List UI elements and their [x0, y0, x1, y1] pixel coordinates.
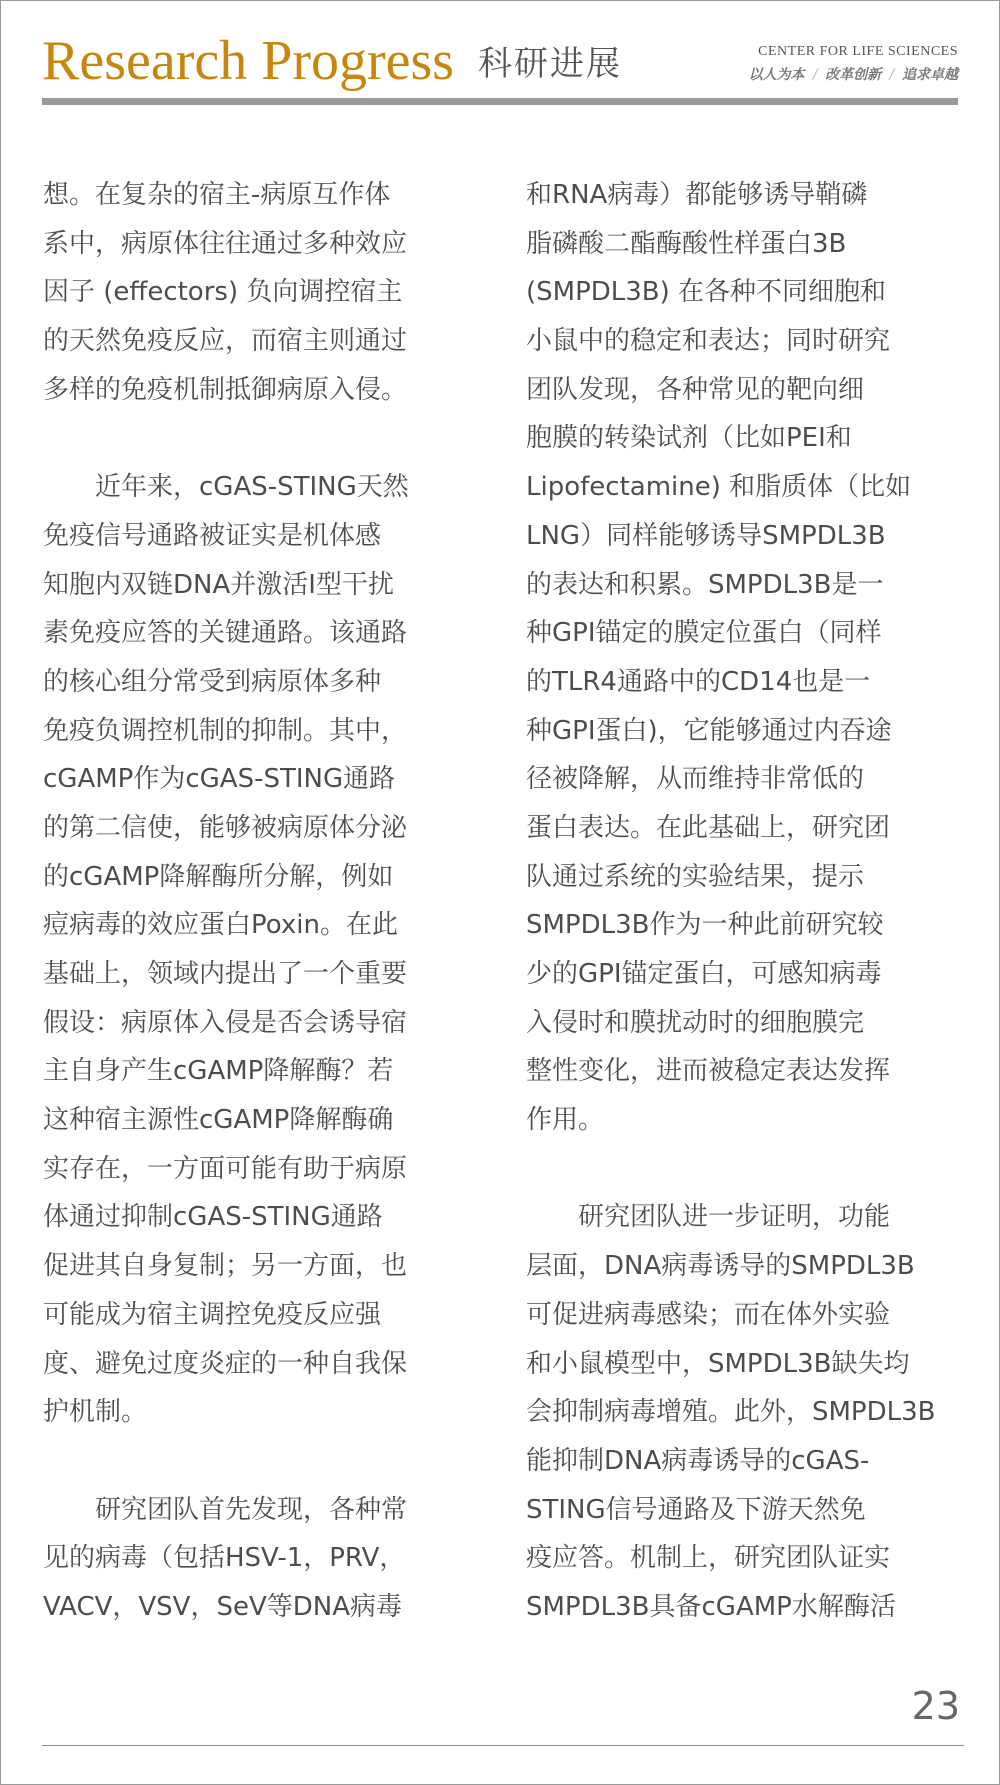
- paragraph: [526, 171, 958, 1145]
- text-line: 近年来，cGAS-STING天然: [43, 472, 409, 503]
- text-line: 的TLR4通路中的CD14也是一: [526, 666, 871, 697]
- text-line: SMPDL3B作为一种此前研究较: [526, 910, 884, 941]
- text-line: 免疫负调控机制的抑制。其中，: [43, 715, 408, 746]
- text-line: 种GPI锚定的膜定位蛋白（同样: [526, 618, 882, 649]
- text-line: 胞膜的转染试剂（比如PEI和: [526, 423, 852, 454]
- text-line: 实存在，一方面可能有助于病原: [43, 1153, 408, 1184]
- text-line: 见的病毒（包括HSV-1，PRV，: [43, 1543, 406, 1574]
- text-line: 研究团队进一步证明，功能: [526, 1202, 891, 1233]
- text-line: SMPDL3B具备cGAMP水解酶活: [526, 1591, 896, 1622]
- section-title-en: Research Progress: [42, 30, 455, 92]
- text-line: 整性变化，进而被稳定表达发挥: [526, 1056, 891, 1087]
- section-title-cn: 科研进展: [478, 44, 622, 84]
- text-line: 因子 (effectors) 负向调控宿主: [43, 277, 403, 308]
- text-line: 假设：病原体入侵是否会诱导宿: [43, 1007, 408, 1038]
- left-column: [43, 171, 475, 1632]
- text-line: 的cGAMP降解酶所分解，例如: [43, 861, 394, 892]
- text-line: 可能成为宿主调控免疫反应强: [43, 1299, 382, 1330]
- text-line: 的天然免疫反应，而宿主则通过: [43, 326, 408, 357]
- text-line: 基础上，领域内提出了一个重要: [43, 959, 408, 989]
- paragraph: [43, 1486, 475, 1632]
- text-line: 的第二信使，能够被病原体分泌: [43, 812, 408, 843]
- text-line: 度、避免过度炎症的一种自我保: [43, 1348, 408, 1379]
- text-line: 小鼠中的稳定和表达；同时研究: [526, 326, 891, 357]
- paragraph-gap: [526, 1145, 958, 1194]
- text-line: 免疫信号通路被证实是机体感: [43, 520, 382, 551]
- text-line: 研究团队首先发现，各种常: [43, 1494, 408, 1525]
- right-column: [526, 171, 958, 1632]
- paragraph: [43, 463, 475, 1437]
- text-line: 主自身产生cGAMP降解酶？若: [43, 1056, 394, 1087]
- text-line: (SMPDL3B) 在各种不同细胞和: [526, 277, 887, 308]
- text-line: 入侵时和膜扰动时的细胞膜完: [526, 1007, 865, 1038]
- text-line: 体通过抑制cGAS-STING通路: [43, 1202, 383, 1233]
- text-line: VACV，VSV，SeV等DNA病毒: [43, 1591, 403, 1622]
- motto-2: 改革创新: [825, 67, 882, 83]
- paragraph-gap: [43, 414, 475, 463]
- text-line: 的核心组分常受到病原体多种: [43, 666, 382, 697]
- center-mottos: [749, 64, 958, 84]
- text-line: 脂磷酸二酯酶酸性样蛋白3B: [526, 228, 847, 259]
- motto-separator: /: [889, 67, 894, 83]
- text-line: 径被降解，从而维持非常低的: [526, 764, 865, 795]
- text-line: 和小鼠模型中，SMPDL3B缺失均: [526, 1348, 910, 1379]
- text-line: 素免疫应答的关键通路。该通路: [43, 618, 408, 649]
- text-line: 会抑制病毒增殖。此外，SMPDL3B: [526, 1397, 936, 1428]
- text-line: 可促进病毒感染；而在体外实验: [526, 1299, 891, 1330]
- text-line: Lipofectamine) 和脂质体（比如: [526, 472, 912, 503]
- text-line: 促进其自身复制；另一方面，也: [43, 1251, 408, 1282]
- paragraph: [526, 1193, 958, 1631]
- text-line: 种GPI蛋白)，它能够通过内吞途: [526, 715, 892, 746]
- text-line: 系中，病原体往往通过多种效应: [43, 228, 408, 259]
- text-line: 这种宿主源性cGAMP降解酶确: [43, 1105, 394, 1136]
- text-line: 队通过系统的实验结果，提示: [526, 861, 865, 892]
- text-line: 疫应答。机制上，研究团队证实: [526, 1543, 891, 1574]
- text-line: 护机制。: [43, 1397, 148, 1428]
- text-line: 的表达和积累。SMPDL3B是一: [526, 569, 884, 600]
- text-line: 多样的免疫机制抵御病原入侵。: [43, 374, 408, 405]
- text-line: 团队发现，各种常见的靶向细: [526, 374, 865, 405]
- text-line: 想。在复杂的宿主-病原互作体: [43, 180, 391, 210]
- text-line: 蛋白表达。在此基础上，研究团: [526, 812, 891, 843]
- text-line: cGAMP作为cGAS-STING通路: [43, 764, 396, 795]
- text-line: 层面，DNA病毒诱导的SMPDL3B: [526, 1251, 915, 1282]
- text-line: 和RNA病毒）都能够诱导鞘磷: [526, 180, 868, 210]
- motto-3: 追求卓越: [902, 67, 958, 83]
- paragraph: [43, 171, 475, 414]
- text-line: STING信号通路及下游天然免: [526, 1494, 866, 1525]
- text-line: 作用。: [526, 1105, 605, 1136]
- page-number: 23: [911, 1684, 960, 1728]
- text-line: 能抑制DNA病毒诱导的cGAS-: [526, 1445, 870, 1476]
- text-line: 知胞内双链DNA并激活I型干扰: [43, 569, 394, 600]
- text-line: 少的GPI锚定蛋白，可感知病毒: [526, 959, 882, 989]
- motto-separator: /: [812, 67, 818, 83]
- text-line: LNG）同样能够诱导SMPDL3B: [526, 520, 886, 551]
- header-rule: [42, 98, 958, 105]
- text-line: 痘病毒的效应蛋白Poxin。在此: [43, 910, 398, 941]
- footer-rule: [42, 1745, 964, 1746]
- motto-1: 以人为本: [748, 67, 805, 83]
- paragraph-gap: [43, 1437, 475, 1486]
- center-name: CENTER FOR LIFE SCIENCES: [758, 44, 958, 59]
